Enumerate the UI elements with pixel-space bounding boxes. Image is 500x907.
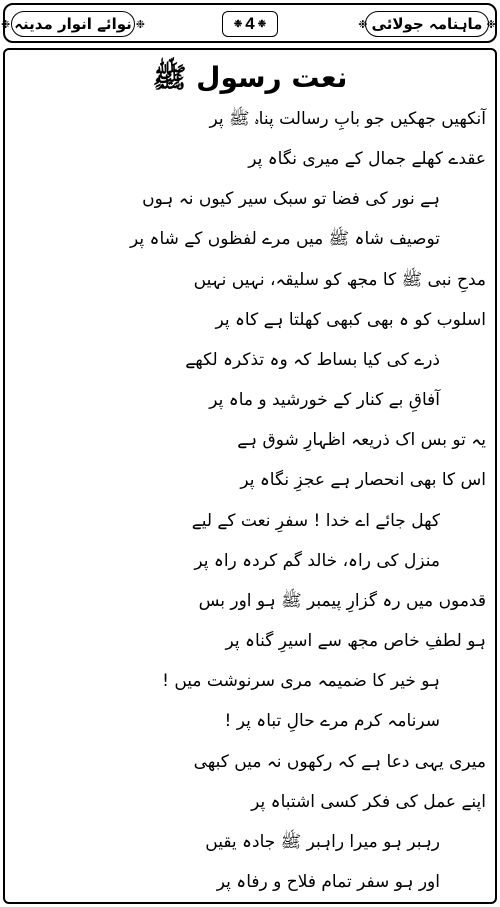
- verse-line: توصیف شاہ ﷺ میں مرے لفظوں کے شاہ پر: [130, 229, 440, 249]
- verse-line: ذرے کی کیا بساط کہ وہ تذکرہ لکھے: [185, 350, 440, 370]
- verse-line: اپنے عمل کی فکر کسی اشتباہ پر: [251, 792, 486, 812]
- verse-line: یہ تو بس اک ذریعہ اظہارِ شوق ہے: [237, 430, 486, 450]
- verse-line: اس کا بھی انحصار ہے عجزِ نگاہ پر: [240, 470, 486, 490]
- verse-line: اسلوب کو ہ بھی کبھی کھلتا ہے کاہ پر: [215, 310, 486, 330]
- verse-line: رہبر ہو میرا راہبر ﷺ جادہ یقیں: [205, 832, 440, 852]
- issue-text: ماہنامہ جولائی: [371, 15, 483, 33]
- page-number: 4: [245, 14, 255, 33]
- page-header: [3, 3, 497, 43]
- page-number-box: [222, 11, 278, 37]
- ornament-icon: ❉: [358, 17, 368, 31]
- ornament-icon: ❉: [257, 18, 267, 30]
- magazine-name-label: [1, 11, 145, 37]
- verse-line: میری یہی دعا ہے کہ رکھوں نہ میں کبھی: [193, 752, 486, 772]
- verse-line: آفاقِ بے کنار کے خورشید و ماہ پر: [209, 390, 440, 410]
- verse-line: اور ہو سفر تمام فلاح و رفاہ پر: [216, 872, 440, 892]
- verse-line: ہو لطفِ خاص مجھ سے اسیرِ گناہ پر: [225, 631, 486, 651]
- verse-line: قدموں میں رہ گزارِ پیمبر ﷺ ہو اور بس: [198, 591, 486, 611]
- verse-line: آنکھیں جھکیں جو بابِ رسالت پناہ ﷺ پر: [209, 109, 486, 129]
- ornament-icon: ❉: [233, 18, 243, 30]
- ornament-icon: ❉: [135, 17, 145, 31]
- verse-line: سرنامہ کرم مرے حالِ تباہ پر !: [224, 711, 440, 731]
- poem-title: نعت رسول ﷺ: [152, 61, 348, 94]
- magazine-name: نوائے انوار مدینہ: [14, 15, 132, 33]
- magazine-issue-label: [358, 11, 496, 37]
- verse-line: منزل کی راہ، خالد گم کردہ راہ پر: [194, 551, 440, 571]
- verse-line: ہو خیر کا ضمیمہ مری سرنوشت میں !: [162, 671, 440, 691]
- verse-line: کھل جائے اے خدا ! سفرِ نعت کے لیے: [191, 511, 440, 531]
- verse-line: ہے نور کی فضا تو سبک سیر کیوں نہ ہوں: [142, 189, 440, 209]
- ornament-icon: ❉: [1, 17, 11, 31]
- verse-line: مدحِ نبی ﷺ کا مجھ کو سلیقہ، نہیں نہیں: [193, 270, 486, 290]
- verse-line: عقدے کھلے جمال کے میری نگاہ پر: [248, 149, 486, 169]
- ornament-icon: ❉: [486, 17, 496, 31]
